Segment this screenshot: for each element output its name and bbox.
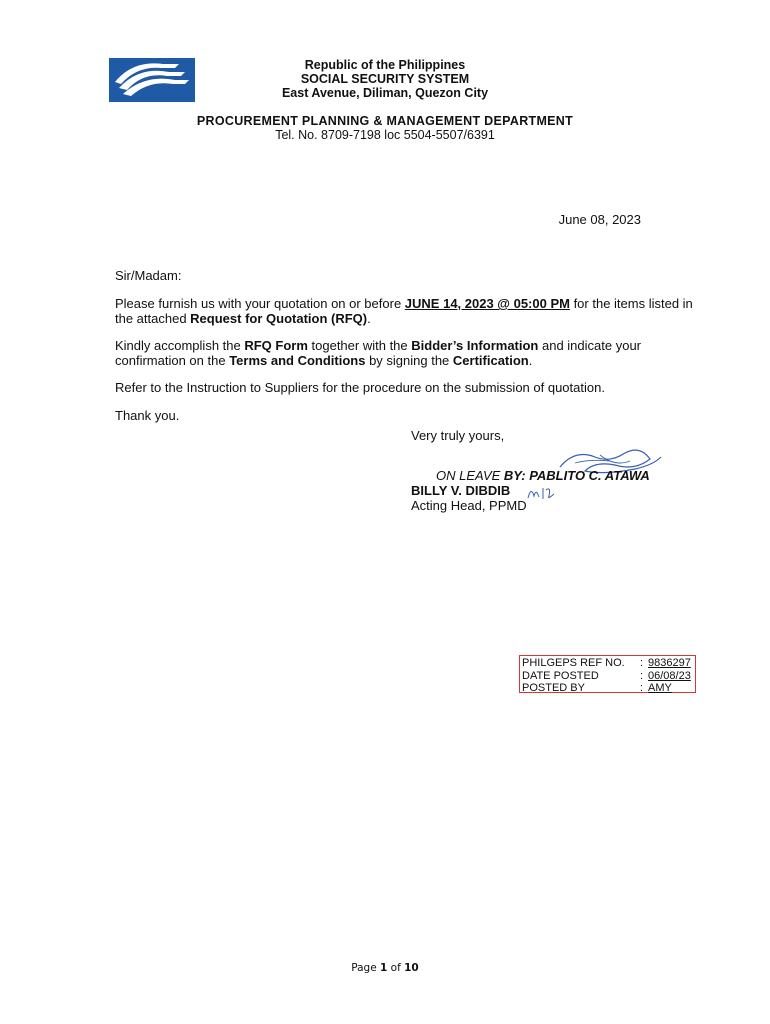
p2-text-b: together with the: [307, 338, 412, 353]
ref-row: [522, 657, 695, 670]
terms-and-conditions: Terms and Conditions: [229, 353, 366, 368]
paragraph-refer: Refer to the Instruction to Suppliers for the procedure on the submission of quotation.: [115, 380, 605, 395]
bidders-information: Bidder’s Information: [411, 338, 539, 353]
certification: Certification: [452, 353, 529, 368]
ref-separator: :: [640, 657, 644, 669]
closing: Very truly yours,: [411, 428, 505, 443]
page-number: 1: [380, 962, 388, 974]
ref-value: 06/08/23: [648, 669, 691, 682]
signed-by-line: [436, 468, 650, 483]
paragraph-instructions: [115, 338, 705, 368]
salutation: Sir/Madam:: [115, 268, 182, 283]
p1-text-c: .: [367, 311, 371, 326]
p1-text-a: Please furnish us with your quotation on or before: [115, 296, 405, 311]
letter-date: June 08, 2023: [558, 212, 641, 227]
p2-text-c: and indicate your confirmation on the: [115, 338, 641, 368]
p2-text-d: by signing the: [365, 353, 453, 368]
ref-row: [522, 682, 695, 695]
page-total: 10: [404, 962, 419, 974]
signatory-title: Acting Head, PPMD: [411, 498, 527, 513]
paragraph-quotation-request: [115, 296, 705, 326]
ref-row: [522, 670, 695, 683]
rfq-form: RFQ Form: [244, 338, 308, 353]
initials-mark: [526, 484, 562, 502]
p2-text-a: Kindly accomplish the: [115, 338, 245, 353]
philgeps-reference-box: [519, 655, 696, 693]
rfq-reference: Request for Quotation (RFQ): [190, 311, 368, 326]
header-agency: SOCIAL SECURITY SYSTEM: [300, 72, 470, 86]
ref-value: 9836297: [648, 657, 691, 669]
header-department: PROCUREMENT PLANNING & MANAGEMENT DEPARTMENT: [196, 114, 574, 128]
signed-by: BY: PABLITO C. ATAWA: [503, 468, 650, 483]
p1-text-b: for the items listed in the attached: [115, 296, 693, 326]
thanks: Thank you.: [115, 408, 180, 423]
ref-separator: :: [640, 669, 644, 682]
signatory-name: BILLY V. DIBDIB: [411, 483, 511, 498]
p2-text-e: .: [528, 353, 533, 368]
header-address: East Avenue, Diliman, Quezon City: [281, 86, 489, 100]
header-telephone: Tel. No. 8709-7198 loc 5504-5507/6391: [275, 128, 495, 142]
ref-label: DATE POSTED: [522, 669, 599, 682]
on-leave-note: ON LEAVE: [436, 468, 504, 483]
deadline: JUNE 14, 2023 @ 05:00 PM: [404, 296, 570, 311]
header-republic: Republic of the Philippines: [304, 58, 466, 72]
page-footer: [0, 962, 770, 974]
ref-label: POSTED BY: [522, 682, 585, 694]
of-word: of: [387, 962, 405, 974]
ref-separator: :: [640, 682, 644, 694]
page-word: Page: [351, 962, 381, 974]
ref-value: AMY: [648, 682, 672, 694]
ref-label: PHILGEPS REF NO.: [522, 657, 625, 669]
